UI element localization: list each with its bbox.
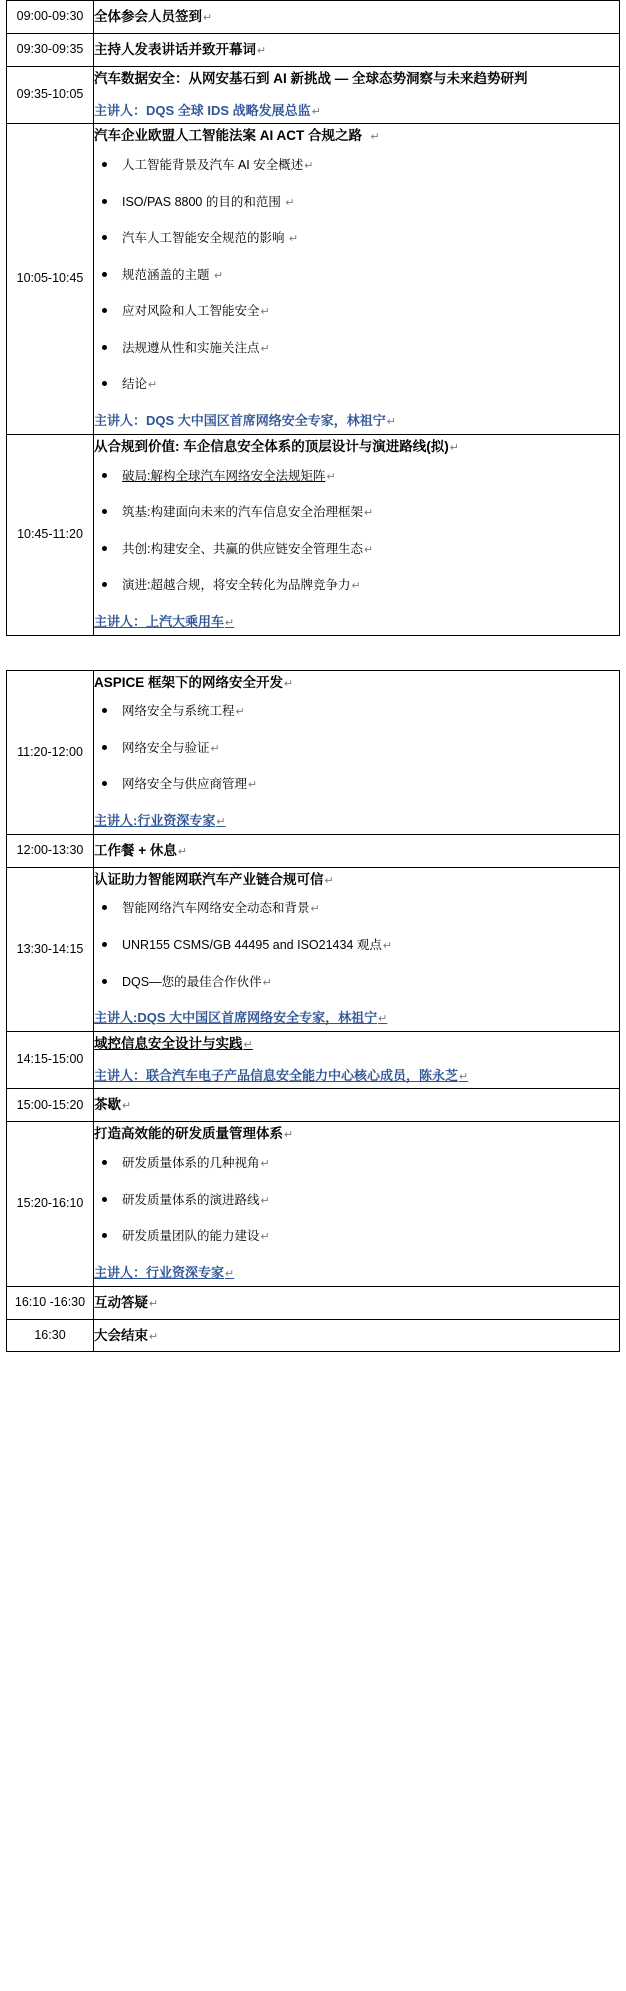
pilcrow-mark: ↵	[248, 779, 258, 792]
pilcrow-mark: ↵	[262, 976, 272, 989]
list-item: 结论↵	[94, 374, 619, 395]
list-item: 共创:构建安全、共赢的供应链安全管理生态↵	[94, 539, 619, 560]
table-row	[7, 124, 620, 435]
list-item: UNR155 CSMS/GB 44495 and ISO21434 观点↵	[94, 935, 619, 956]
row-speaker: 主讲人：联合汽车电子产品信息安全能力中心核心成员，陈永芝↵	[94, 1067, 469, 1083]
pilcrow-mark: ↵	[177, 845, 188, 858]
pilcrow-mark: ↵	[449, 441, 459, 454]
row-bullet-list	[94, 155, 619, 395]
row-title: 全体参会人员签到↵	[94, 9, 213, 24]
row-bullet-list	[94, 466, 619, 596]
row-time: 12:00-13:30	[7, 834, 94, 867]
row-speaker: 主讲人：DQS 大中国区首席网络安全专家，林祖宁↵	[94, 413, 397, 429]
list-item: 规范涵盖的主题 ↵	[94, 265, 619, 286]
list-item: ISO/PAS 8800 的目的和范围 ↵	[94, 192, 619, 213]
list-item: 应对风险和人工智能安全↵	[94, 301, 619, 322]
row-content	[94, 867, 620, 1031]
row-time: 11:20-12:00	[7, 670, 94, 834]
list-item: 人工智能背景及汽车 AI 安全概述↵	[94, 155, 619, 176]
list-item: 智能网络汽车网络安全动态和背景↵	[94, 898, 619, 919]
row-content	[94, 1286, 620, 1319]
table-row	[7, 867, 620, 1031]
row-time: 13:30-14:15	[7, 867, 94, 1031]
pilcrow-mark: ↵	[210, 742, 220, 755]
pilcrow-mark: ↵	[149, 1330, 159, 1343]
row-content	[94, 124, 620, 435]
table-row	[7, 33, 620, 66]
pilcrow-mark: ↵	[289, 233, 299, 246]
list-item: 破局:解构全球汽车网络安全法规矩阵↵	[94, 466, 619, 487]
pilcrow-mark: ↵	[225, 616, 235, 629]
table-row	[7, 1286, 620, 1319]
pilcrow-mark: ↵	[378, 1013, 388, 1026]
pilcrow-mark: ↵	[257, 44, 267, 57]
row-content	[94, 1319, 620, 1352]
row-time: 14:15-15:00	[7, 1032, 94, 1089]
table-row	[7, 66, 620, 123]
list-item: 研发质量体系的演进路线↵	[94, 1190, 619, 1211]
pilcrow-mark: ↵	[370, 131, 380, 144]
row-content	[94, 670, 620, 834]
pilcrow-mark: ↵	[260, 1158, 270, 1170]
list-item: 演进:超越合规，将安全转化为品牌竞争力↵	[94, 575, 619, 596]
row-time: 15:20-16:10	[7, 1122, 94, 1286]
row-content	[94, 1032, 620, 1089]
table-row	[7, 434, 620, 635]
pilcrow-mark: ↵	[382, 940, 393, 953]
list-item: 研发质量体系的几种视角↵	[94, 1153, 619, 1174]
list-item: 汽车人工智能安全规范的影响 ↵	[94, 228, 619, 249]
row-content	[94, 434, 620, 635]
pilcrow-mark: ↵	[148, 379, 158, 392]
pilcrow-mark: ↵	[459, 1070, 469, 1083]
pilcrow-mark: ↵	[363, 507, 374, 520]
row-time: 16:30	[7, 1319, 94, 1352]
row-bullet-list	[94, 1153, 619, 1247]
list-item: 网络安全与验证↵	[94, 738, 619, 759]
table-row	[7, 834, 620, 867]
row-content	[94, 1122, 620, 1286]
table-row	[7, 1032, 620, 1089]
pilcrow-mark: ↵	[149, 1297, 159, 1310]
agenda-table-part1	[6, 0, 620, 636]
row-content	[94, 33, 620, 66]
row-title: 汽车数据安全：从网安基石到 AI 新挑战 — 全球态势洞察与未来趋势研判	[94, 70, 528, 86]
row-time: 16:10 -16:30	[7, 1286, 94, 1319]
row-time: 09:00-09:30	[7, 1, 94, 34]
row-title: 互动答疑↵	[94, 1294, 159, 1310]
row-content	[94, 1, 620, 34]
pilcrow-mark: ↵	[324, 874, 334, 887]
list-item: 网络安全与系统工程↵	[94, 701, 619, 722]
row-bullet-list	[94, 898, 619, 992]
row-time: 10:05-10:45	[7, 124, 94, 435]
table-row	[7, 1, 620, 34]
row-title: 从合规到价值: 车企信息安全体系的顶层设计与演进路线(拟)↵	[94, 438, 459, 454]
row-title: 打造高效能的研发质量管理体系↵	[94, 1126, 294, 1142]
row-speaker: 主讲人:行业资深专家↵	[94, 813, 226, 829]
row-title: 汽车企业欧盟人工智能法案 AI ACT 合规之路 ↵	[94, 128, 380, 144]
pilcrow-mark: ↵	[363, 543, 374, 556]
pilcrow-mark: ↵	[284, 677, 294, 690]
list-item: 研发质量团队的能力建设↵	[94, 1226, 619, 1247]
pilcrow-mark: ↵	[285, 196, 295, 209]
row-speaker: 主讲人：上汽大乘用车↵	[94, 613, 235, 629]
pilcrow-mark: ↵	[386, 416, 397, 429]
pilcrow-mark: ↵	[260, 1231, 270, 1244]
list-item: DQS—您的最佳合作伙伴↵	[94, 972, 619, 993]
row-title: 域控信息安全设计与实践↵	[94, 1036, 253, 1052]
pilcrow-mark: ↵	[260, 1194, 270, 1207]
row-time: 10:45-11:20	[7, 434, 94, 635]
row-time: 15:00-15:20	[7, 1089, 94, 1122]
page-break-gap	[0, 636, 626, 670]
agenda-table-part2	[6, 670, 620, 1353]
pilcrow-mark: ↵	[351, 580, 361, 593]
pilcrow-mark: ↵	[304, 159, 314, 172]
pilcrow-mark: ↵	[235, 706, 245, 719]
row-bullet-list	[94, 701, 619, 795]
row-content	[94, 1089, 620, 1122]
row-title: 主持人发表讲话并致开幕词↵	[94, 41, 267, 57]
row-speaker: 主讲人：行业资深专家↵	[94, 1264, 235, 1280]
table-row	[7, 670, 620, 834]
list-item: 网络安全与供应商管理↵	[94, 774, 619, 795]
row-speaker: 主讲人：DQS 全球 IDS 战略发展总监↵	[94, 102, 321, 118]
table-row	[7, 1089, 620, 1122]
pilcrow-mark: ↵	[260, 342, 270, 355]
pilcrow-mark: ↵	[214, 269, 224, 282]
row-content	[94, 66, 620, 123]
pilcrow-mark: ↵	[310, 903, 320, 916]
row-title: 大会结束↵	[94, 1327, 159, 1343]
table-row	[7, 1122, 620, 1286]
pilcrow-mark: ↵	[260, 306, 270, 319]
row-title: 茶歇↵	[94, 1097, 132, 1113]
pilcrow-mark: ↵	[311, 105, 321, 118]
pilcrow-mark: ↵	[216, 816, 226, 829]
list-item: 筑基:构建面向未来的汽车信息安全治理框架↵	[94, 502, 619, 523]
pilcrow-mark: ↵	[243, 1039, 253, 1052]
row-title: 工作餐 + 休息↵	[94, 842, 188, 858]
pilcrow-mark: ↵	[225, 1267, 235, 1280]
pilcrow-mark: ↵	[203, 12, 213, 24]
pilcrow-mark: ↵	[326, 470, 336, 483]
row-content	[94, 834, 620, 867]
pilcrow-mark: ↵	[122, 1100, 132, 1113]
row-time: 09:35-10:05	[7, 66, 94, 123]
row-speaker: 主讲人:DQS 大中国区首席网络安全专家，林祖宁↵	[94, 1010, 388, 1026]
list-item: 法规遵从性和实施关注点↵	[94, 338, 619, 359]
row-title: 认证助力智能网联汽车产业链合规可信↵	[94, 871, 334, 887]
table-row	[7, 1319, 620, 1352]
row-title: ASPICE 框架下的网络安全开发↵	[94, 674, 294, 690]
row-time: 09:30-09:35	[7, 33, 94, 66]
pilcrow-mark: ↵	[284, 1129, 294, 1142]
